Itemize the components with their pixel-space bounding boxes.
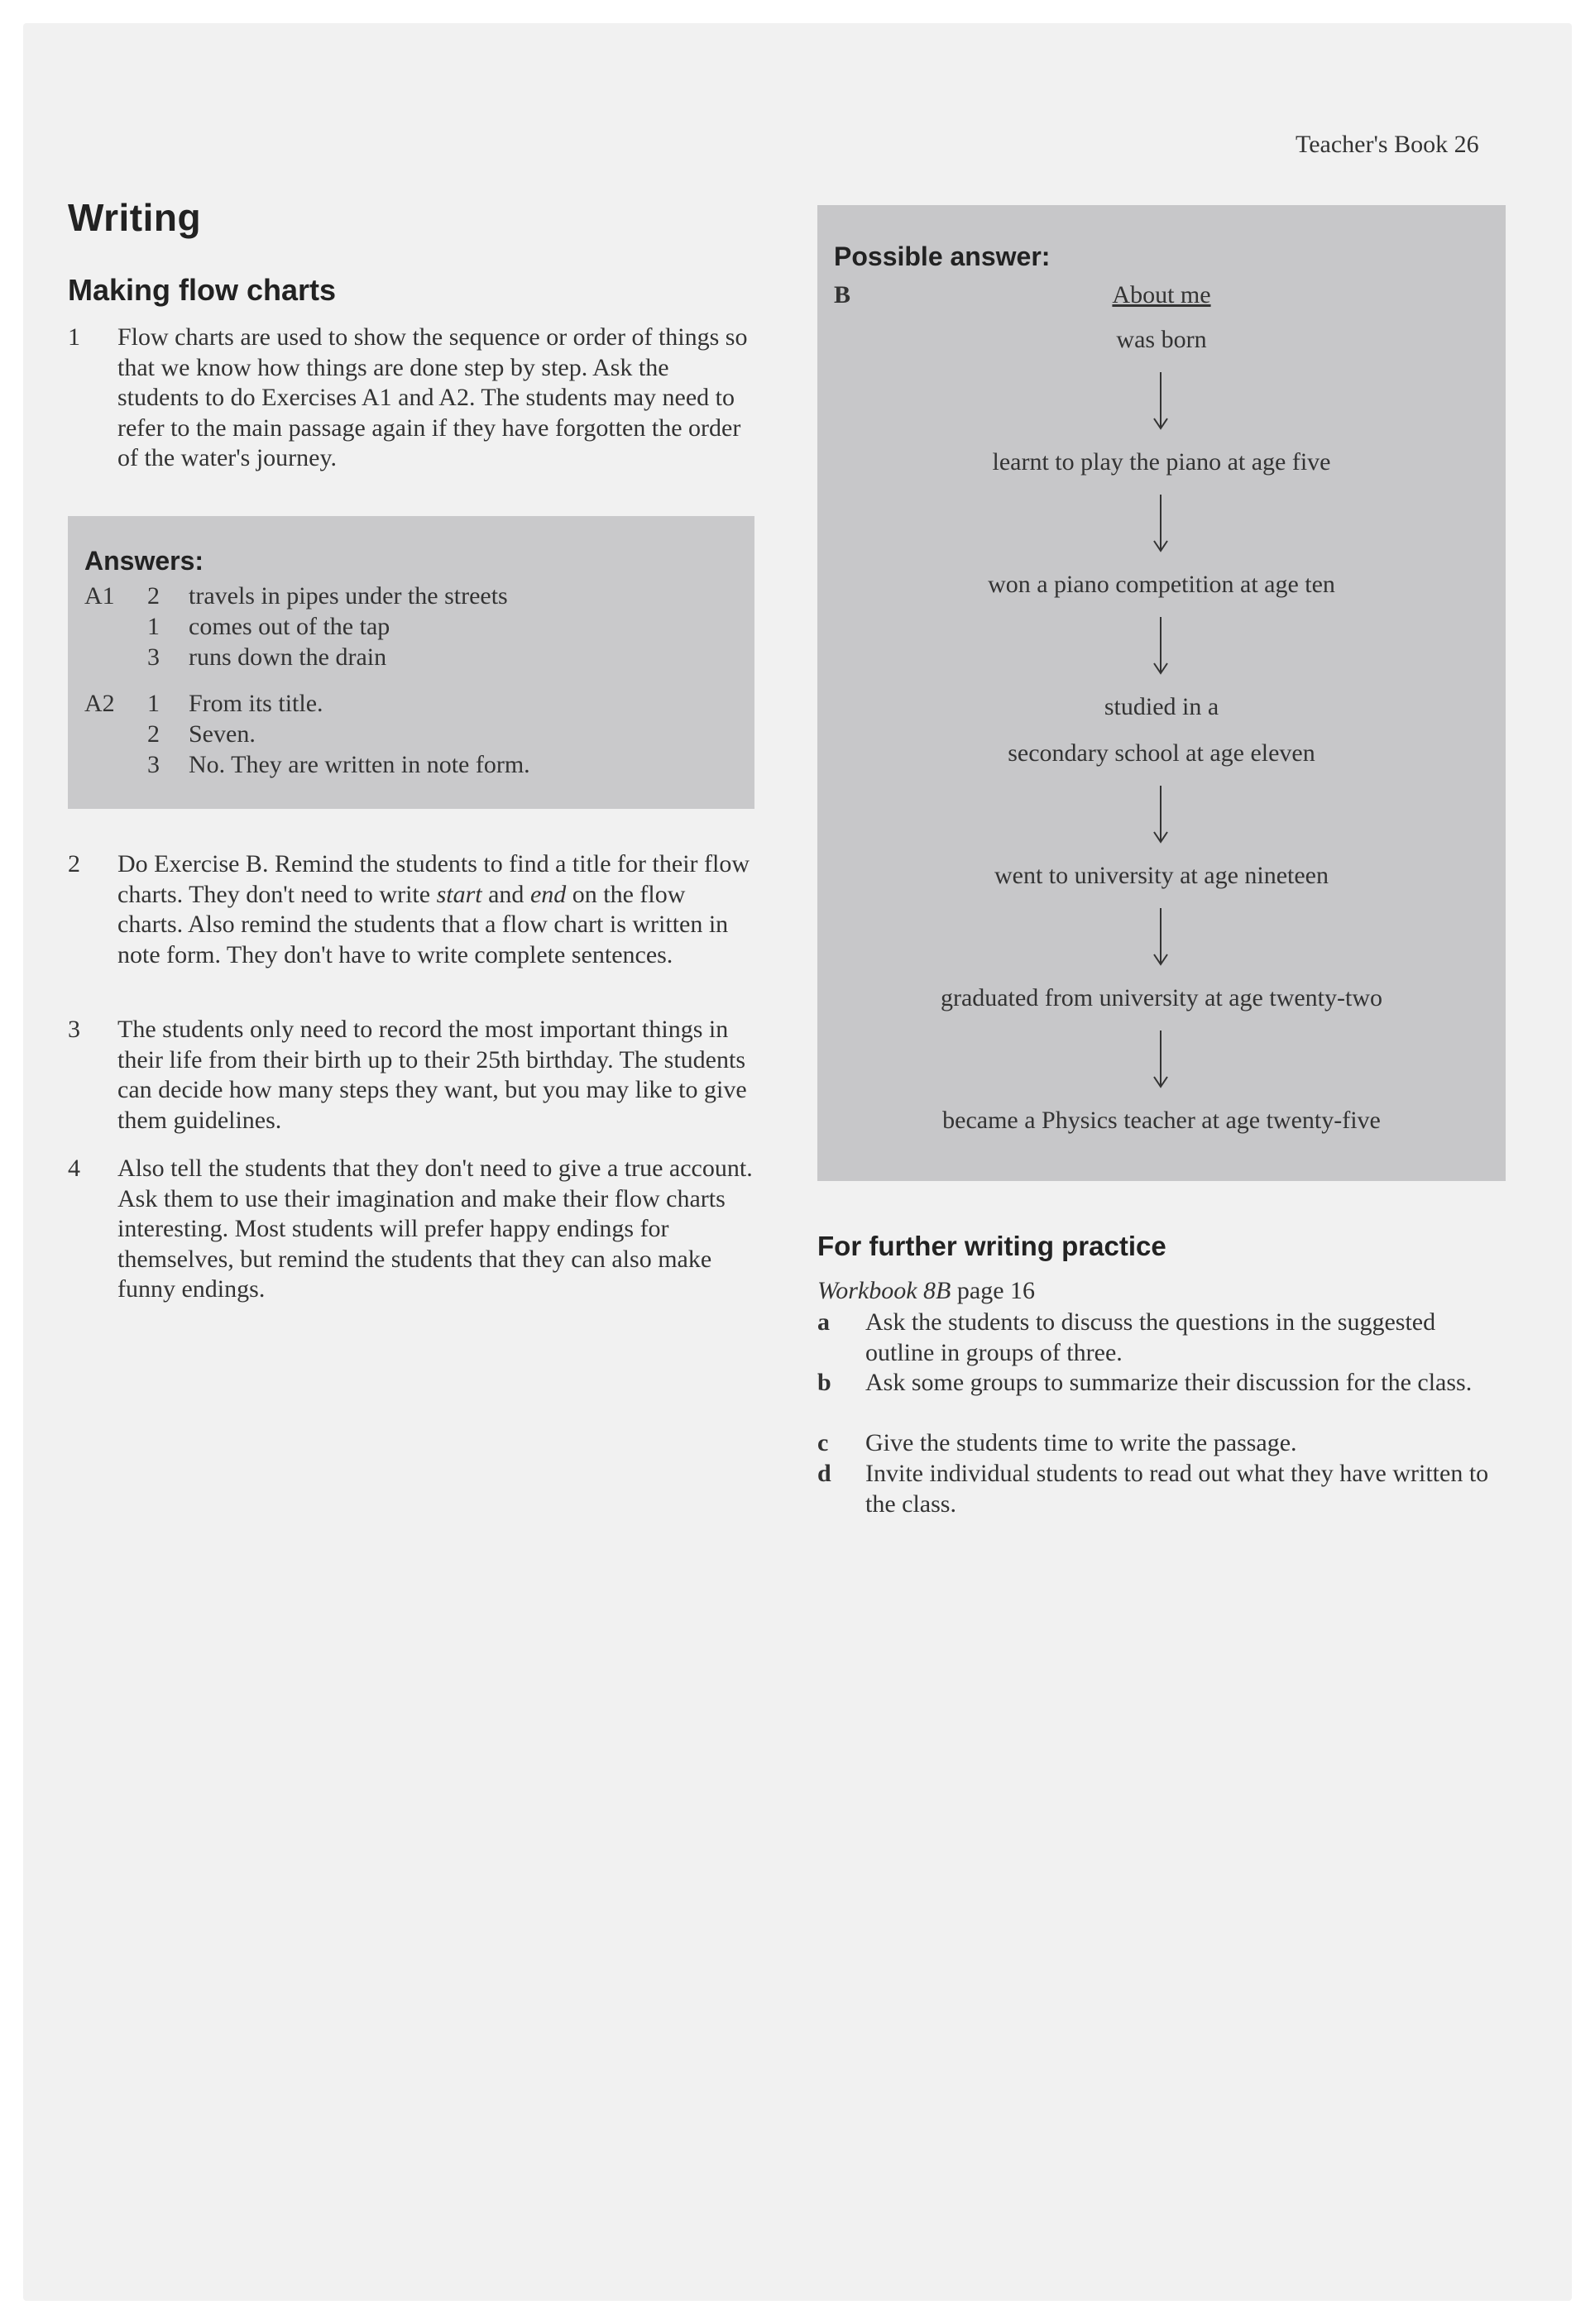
answer-text: comes out of the tap bbox=[189, 613, 390, 640]
list-item bbox=[817, 1368, 1504, 1399]
subsection-title-flow-charts: Making flow charts bbox=[68, 273, 337, 307]
paragraph-text bbox=[117, 849, 754, 970]
paragraph-text: Flow charts are used to show the sequence or order of things so that we know how things are done step by step. Ask the students to do Exercises A1 and A2. The students may need to refer to the main passage again if they have forgotten the order of the water's journey. bbox=[117, 323, 748, 471]
flow-step: studied in a bbox=[1104, 693, 1219, 720]
flow-step: won a piano competition at age ten bbox=[988, 571, 1335, 598]
workbook-name: Workbook 8B bbox=[817, 1277, 951, 1304]
answer-label-a2: A2 bbox=[84, 690, 115, 717]
list-item bbox=[817, 1459, 1504, 1519]
paragraph-number: 3 bbox=[68, 1016, 80, 1043]
list-item bbox=[817, 1308, 1504, 1368]
flow-step: went to university at age nineteen bbox=[994, 862, 1329, 889]
possible-answer-box bbox=[817, 205, 1506, 1181]
text-run: and bbox=[481, 880, 530, 908]
list-letter: c bbox=[817, 1429, 829, 1456]
flow-step: was born bbox=[1116, 326, 1207, 353]
paragraph-text: The students only need to record the most important things in their life from their birth up to their 25th birthday. The students can decide how many steps they want, but you may like to give them guidelines. bbox=[117, 1016, 747, 1134]
page-header: Teacher's Book 26 bbox=[1296, 131, 1479, 158]
paragraph-3 bbox=[68, 1015, 754, 1136]
answers-title: Answers: bbox=[84, 546, 204, 576]
down-arrow-icon bbox=[1151, 784, 1171, 845]
emphasis-start: start bbox=[436, 880, 482, 908]
flow-step: graduated from university at age twenty-two bbox=[941, 984, 1382, 1011]
down-arrow-icon bbox=[1151, 493, 1171, 554]
answer-number: 3 bbox=[147, 751, 160, 778]
answer-text: From its title. bbox=[189, 690, 323, 717]
answer-text: Seven. bbox=[189, 720, 256, 748]
list-text: Invite individual students to read out what they have written to the class. bbox=[865, 1460, 1489, 1518]
list-text: Ask some groups to summarize their discussion for the class. bbox=[865, 1369, 1473, 1396]
paragraph-text: Also tell the students that they don't need to give a true account. Ask them to use their imagination and make their flow charts interesting. Most students will prefer happy endings for themselves, but remind the students that they can also make funny endings. bbox=[117, 1155, 753, 1303]
answer-number: 2 bbox=[147, 582, 160, 610]
flow-step: secondary school at age eleven bbox=[1008, 739, 1315, 767]
paragraph-4 bbox=[68, 1154, 754, 1305]
possible-answer-title: Possible answer: bbox=[834, 241, 1051, 271]
list-letter: a bbox=[817, 1308, 830, 1336]
list-item bbox=[817, 1428, 1504, 1459]
answer-text: No. They are written in note form. bbox=[189, 751, 530, 778]
workbook-page: page 16 bbox=[951, 1277, 1036, 1304]
emphasis-end: end bbox=[529, 880, 567, 908]
down-arrow-icon bbox=[1151, 906, 1171, 968]
workbook-reference bbox=[817, 1277, 1035, 1305]
text-run: on the flow charts. Also remind the students that a flow chart is written in note form. They don't have to write complete sentences. bbox=[117, 880, 729, 968]
possible-answer-label: B bbox=[834, 281, 851, 308]
down-arrow-icon bbox=[1151, 615, 1171, 677]
answers-box bbox=[68, 516, 754, 809]
answer-number: 2 bbox=[147, 720, 160, 748]
down-arrow-icon bbox=[1151, 1029, 1171, 1090]
paragraph-number: 4 bbox=[68, 1155, 80, 1182]
list-text: Ask the students to discuss the questions in the suggested outline in groups of three. bbox=[865, 1308, 1436, 1366]
section-title-writing: Writing bbox=[68, 196, 202, 239]
flow-chart-title: About me bbox=[1112, 281, 1211, 308]
answer-number: 3 bbox=[147, 643, 160, 671]
paragraph-1 bbox=[68, 323, 754, 474]
flow-step: became a Physics teacher at age twenty-five bbox=[942, 1107, 1381, 1134]
paragraph-number: 2 bbox=[68, 850, 80, 877]
list-text: Give the students time to write the passage. bbox=[865, 1429, 1297, 1456]
flow-step: learnt to play the piano at age five bbox=[992, 448, 1331, 476]
answer-text: travels in pipes under the streets bbox=[189, 582, 508, 610]
paragraph-number: 1 bbox=[68, 323, 80, 351]
list-letter: b bbox=[817, 1369, 831, 1396]
answer-label-a1: A1 bbox=[84, 582, 115, 610]
further-practice-title: For further writing practice bbox=[817, 1231, 1166, 1261]
answer-number: 1 bbox=[147, 613, 160, 640]
answer-number: 1 bbox=[147, 690, 160, 717]
paragraph-2 bbox=[68, 849, 754, 970]
answer-text: runs down the drain bbox=[189, 643, 387, 671]
down-arrow-icon bbox=[1151, 371, 1171, 432]
text-run: Do Exercise B. Remind the students to find a title for their flow charts. They don't need to write bbox=[117, 850, 750, 908]
list-letter: d bbox=[817, 1460, 831, 1487]
